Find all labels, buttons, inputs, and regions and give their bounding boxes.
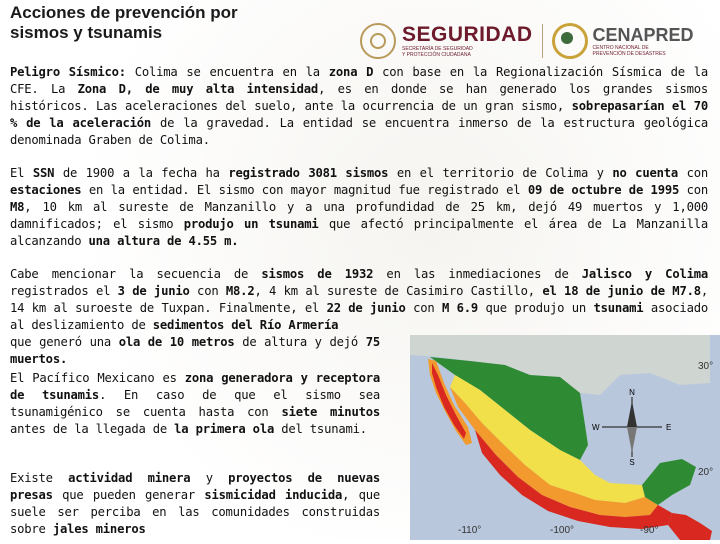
text-run: en la entidad. El sismo con mayor magnitud fue registrado el	[81, 183, 528, 197]
bold-text-run: sobrepasarían el 70 % de la aceleración	[10, 99, 708, 130]
text-run: con	[679, 183, 708, 197]
paragraph-seismic-hazard	[10, 64, 708, 149]
bold-text-run: M 6.9	[442, 301, 479, 315]
bold-text-run: 75	[365, 335, 380, 349]
text-run: de altura y dejó	[234, 335, 366, 349]
segob-logo-text: SEGURIDAD	[402, 23, 533, 46]
map-lat-label-30: 30°	[698, 361, 714, 372]
bold-text-run: la primera ola	[174, 422, 275, 436]
cenapred-logo-text: CENAPRED	[592, 25, 694, 45]
text-run: El	[10, 166, 33, 180]
paragraph-1932-sequence-end	[10, 334, 380, 368]
text-run: , que suele ser perciba en las comunidades construidas sobre	[10, 488, 381, 536]
bold-text-run: sismos de 1932	[261, 267, 374, 281]
paragraph-pacific-tsunami	[10, 370, 380, 438]
bold-text-run: metros	[184, 335, 235, 349]
bold-text-run: Jalisco y Colima	[581, 267, 709, 281]
bold-text-run: jales mineros	[52, 522, 146, 536]
bold-text-run: actividad minera	[68, 471, 191, 485]
map-lon-label-110: -110°	[458, 525, 482, 536]
bold-text-run: Zona D, de muy alta intensidad	[77, 82, 319, 96]
map-lon-label-90: -90°	[640, 525, 659, 536]
page-title-line1: Acciones de prevención por	[10, 3, 238, 22]
text-run: de la gravedad. La entidad se encuentra inmerso de la estructura geológica denominada Graben de Colima.	[10, 116, 708, 147]
bold-text-run: proyectos de nuevas presas	[10, 471, 380, 502]
text-run: , 14 km al suroeste de Tuxpan. Finalmente, el	[10, 284, 708, 315]
cenapred-emblem-icon	[552, 23, 588, 59]
paragraph-mining-activity	[10, 470, 380, 538]
bold-text-run: M8.2	[225, 284, 255, 298]
bold-text-run: Peligro Sísmico:	[10, 65, 126, 79]
text-run: Cabe mencionar la secuencia de	[10, 267, 262, 281]
text-run: . En caso de que el sismo sea tsunamigénico se cuenta hasta con	[10, 388, 380, 419]
text-run: que afectó principalmente el área de La Manzanilla alcanzando	[10, 217, 708, 248]
bold-text-run: no cuenta	[612, 166, 679, 180]
paragraph-ssn-history	[10, 165, 708, 250]
compass-e: E	[666, 423, 672, 432]
bold-text-run: zona generadora y receptora de tsunamis	[10, 371, 380, 402]
compass-w: W	[592, 423, 600, 432]
bold-text-run: tsunami	[593, 301, 644, 315]
bold-text-run: 3 de junio	[117, 284, 190, 298]
text-run: que produjo un	[478, 301, 594, 315]
logo-divider	[542, 24, 543, 58]
page-title	[10, 3, 238, 43]
mexico-seal-icon	[360, 23, 396, 59]
bold-text-run: estaciones	[10, 183, 82, 197]
text-run: registrados el	[10, 284, 118, 298]
bold-text-run: ola de 10	[118, 335, 185, 349]
segob-logo-subtext-2: Y PROTECCIÓN CIUDADANA	[402, 52, 471, 58]
compass-n: N	[629, 388, 635, 397]
text-run: que pueden generar	[52, 488, 205, 502]
text-run: que generó una	[10, 335, 119, 349]
text-run: con base en la Regionalización Sísmica de la CFE. La	[10, 65, 709, 96]
bold-text-run: muertos.	[10, 352, 68, 366]
bold-text-run: produjo un tsunami	[183, 217, 319, 231]
paragraph-1932-sequence-main	[10, 267, 708, 332]
bold-text-run: registrado 3081 sismos	[228, 166, 389, 180]
logo-bar	[360, 22, 694, 60]
text-run: de 1900 a la fecha ha	[54, 166, 229, 180]
bold-text-run: una altura de 4.55 m.	[88, 234, 239, 248]
bold-text-run: el 18 de junio de M7.8	[542, 284, 701, 298]
bold-text-run: SSN	[32, 166, 55, 180]
text-run: con	[189, 284, 226, 298]
cenapred-logo-subtext-1: CENTRO NACIONAL DE	[592, 45, 649, 51]
bold-text-run: 22 de junio	[326, 301, 406, 315]
text-run: con	[405, 301, 443, 315]
text-run: , es en donde se han generado los grandes sismos históricos. Las aceleraciones del suelo, ante la ocurrencia de un gran sismo,	[10, 82, 709, 113]
text-run: del tsunami.	[274, 422, 367, 436]
bold-text-run: M8	[10, 200, 25, 214]
text-run: en las inmediaciones de	[373, 267, 582, 281]
text-run: , 4 km al sureste de Casimiro Castillo,	[254, 284, 543, 298]
seismic-map-svg	[410, 335, 720, 540]
segob-logo	[396, 24, 533, 58]
map-lat-label-20: 20°	[698, 467, 714, 478]
text-run: Existe	[10, 471, 69, 485]
bold-text-run: sismicidad inducida	[204, 488, 343, 502]
text-run: , 10 km al sureste de Manzanillo y a una profundidad de 25 km, dejó 49 muertos y 1,000 damnificados; el sismo	[10, 200, 708, 231]
compass-s: S	[629, 458, 635, 467]
text-run: en el territorio de Colima y	[388, 166, 613, 180]
map-lon-label-100: -100°	[550, 525, 575, 536]
bold-text-run: 09 de octubre de 1995	[527, 183, 680, 197]
bold-text-run: zona D	[328, 65, 374, 79]
text-run: Colima se encuentra en la	[125, 65, 329, 79]
cenapred-logo-subtext-2: PREVENCIÓN DE DESASTRES	[592, 51, 666, 57]
bold-text-run: siete minutos	[281, 405, 380, 419]
segob-logo-subtext-1: SECRETARÍA DE SEGURIDAD	[402, 46, 473, 52]
text-run: antes de la llegada de	[10, 422, 175, 436]
text-run: con	[678, 166, 708, 180]
bold-text-run: sedimentos del Río Armería	[152, 318, 339, 332]
cenapred-logo	[588, 25, 694, 57]
text-run: asociado al deslizamiento de	[10, 301, 708, 332]
text-run: y	[190, 471, 229, 485]
text-run: El Pacífico Mexicano es	[10, 371, 185, 385]
page-title-line2: sismos y tsunamis	[10, 23, 163, 42]
seismic-zoning-map	[410, 335, 720, 540]
